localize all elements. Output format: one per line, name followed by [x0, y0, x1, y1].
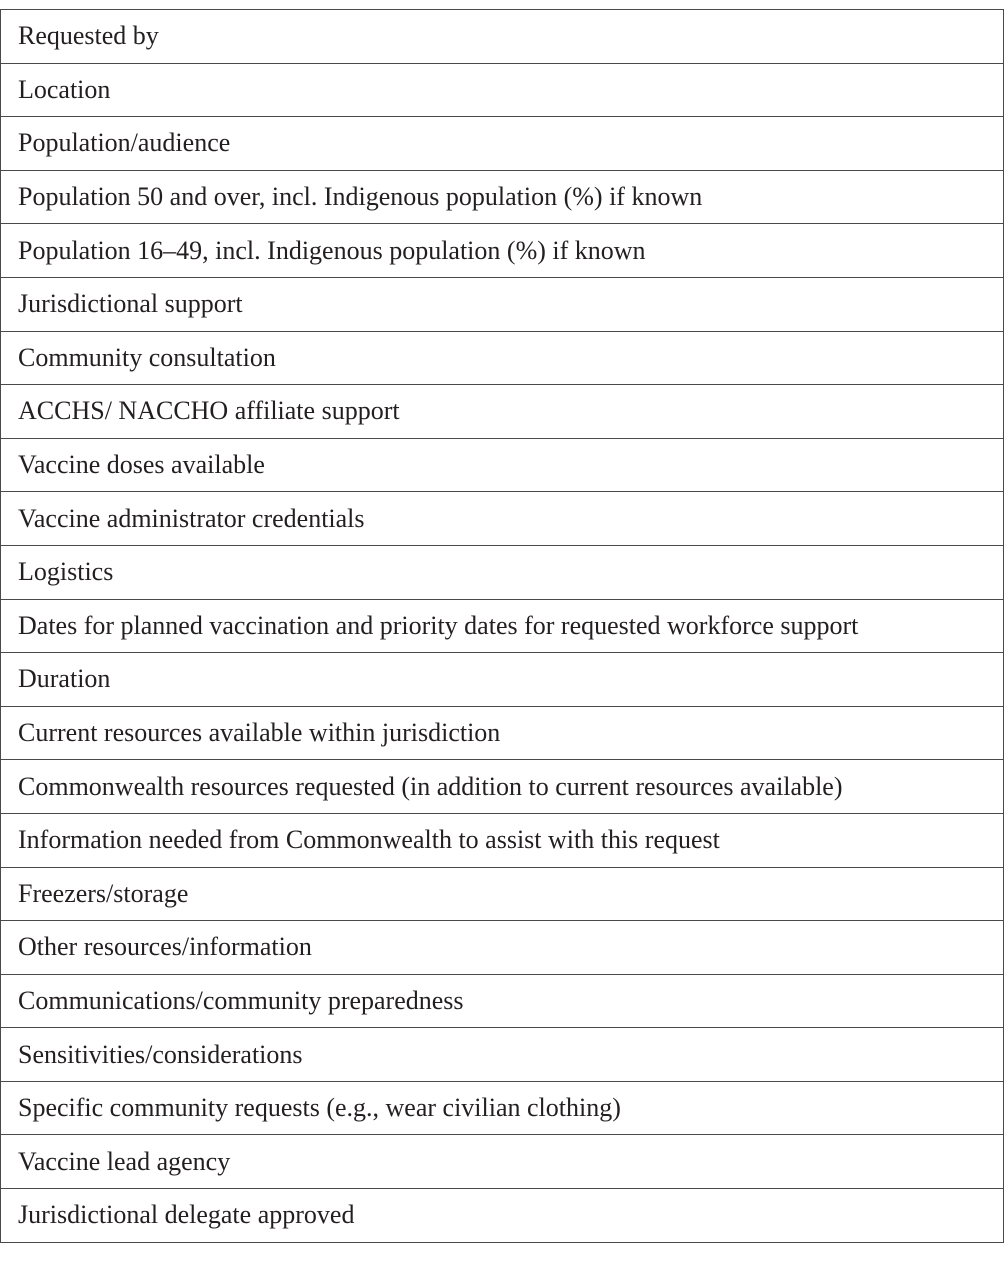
request-form-table-body — [1, 10, 1004, 1243]
row-label: Vaccine lead agency — [1, 1135, 1004, 1189]
table-row — [1, 170, 1004, 224]
row-label: Population/audience — [1, 117, 1004, 171]
table-row — [1, 706, 1004, 760]
table-row — [1, 867, 1004, 921]
row-label: Vaccine doses available — [1, 438, 1004, 492]
table-row — [1, 438, 1004, 492]
table-row — [1, 653, 1004, 707]
table-row — [1, 813, 1004, 867]
table-row — [1, 117, 1004, 171]
row-label: Other resources/information — [1, 921, 1004, 975]
row-label: Population 50 and over, incl. Indigenous population (%) if known — [1, 170, 1004, 224]
table-row — [1, 921, 1004, 975]
table-row — [1, 1081, 1004, 1135]
row-label: Requested by — [1, 10, 1004, 64]
table-row — [1, 760, 1004, 814]
table-row — [1, 385, 1004, 439]
row-label: Location — [1, 63, 1004, 117]
table-row — [1, 492, 1004, 546]
table-row — [1, 1135, 1004, 1189]
table-row — [1, 1189, 1004, 1243]
row-label: Logistics — [1, 545, 1004, 599]
table-row — [1, 331, 1004, 385]
row-label: Community consultation — [1, 331, 1004, 385]
table-row — [1, 1028, 1004, 1082]
row-label: Dates for planned vaccination and priority dates for requested workforce support — [1, 599, 1004, 653]
table-row — [1, 974, 1004, 1028]
table-row — [1, 277, 1004, 331]
row-label: Commonwealth resources requested (in addition to current resources available) — [1, 760, 1004, 814]
table-row — [1, 63, 1004, 117]
row-label: Freezers/storage — [1, 867, 1004, 921]
table-row — [1, 10, 1004, 64]
row-label: Communications/community preparedness — [1, 974, 1004, 1028]
row-label: ACCHS/ NACCHO affiliate support — [1, 385, 1004, 439]
row-label: Jurisdictional support — [1, 277, 1004, 331]
row-label: Population 16–49, incl. Indigenous population (%) if known — [1, 224, 1004, 278]
row-label: Jurisdictional delegate approved — [1, 1189, 1004, 1243]
row-label: Duration — [1, 653, 1004, 707]
table-row — [1, 545, 1004, 599]
request-form-table — [0, 9, 1004, 1243]
table-row — [1, 224, 1004, 278]
row-label: Current resources available within jurisdiction — [1, 706, 1004, 760]
row-label: Sensitivities/considerations — [1, 1028, 1004, 1082]
row-label: Information needed from Commonwealth to assist with this request — [1, 813, 1004, 867]
row-label: Specific community requests (e.g., wear civilian clothing) — [1, 1081, 1004, 1135]
row-label: Vaccine administrator credentials — [1, 492, 1004, 546]
table-row — [1, 599, 1004, 653]
